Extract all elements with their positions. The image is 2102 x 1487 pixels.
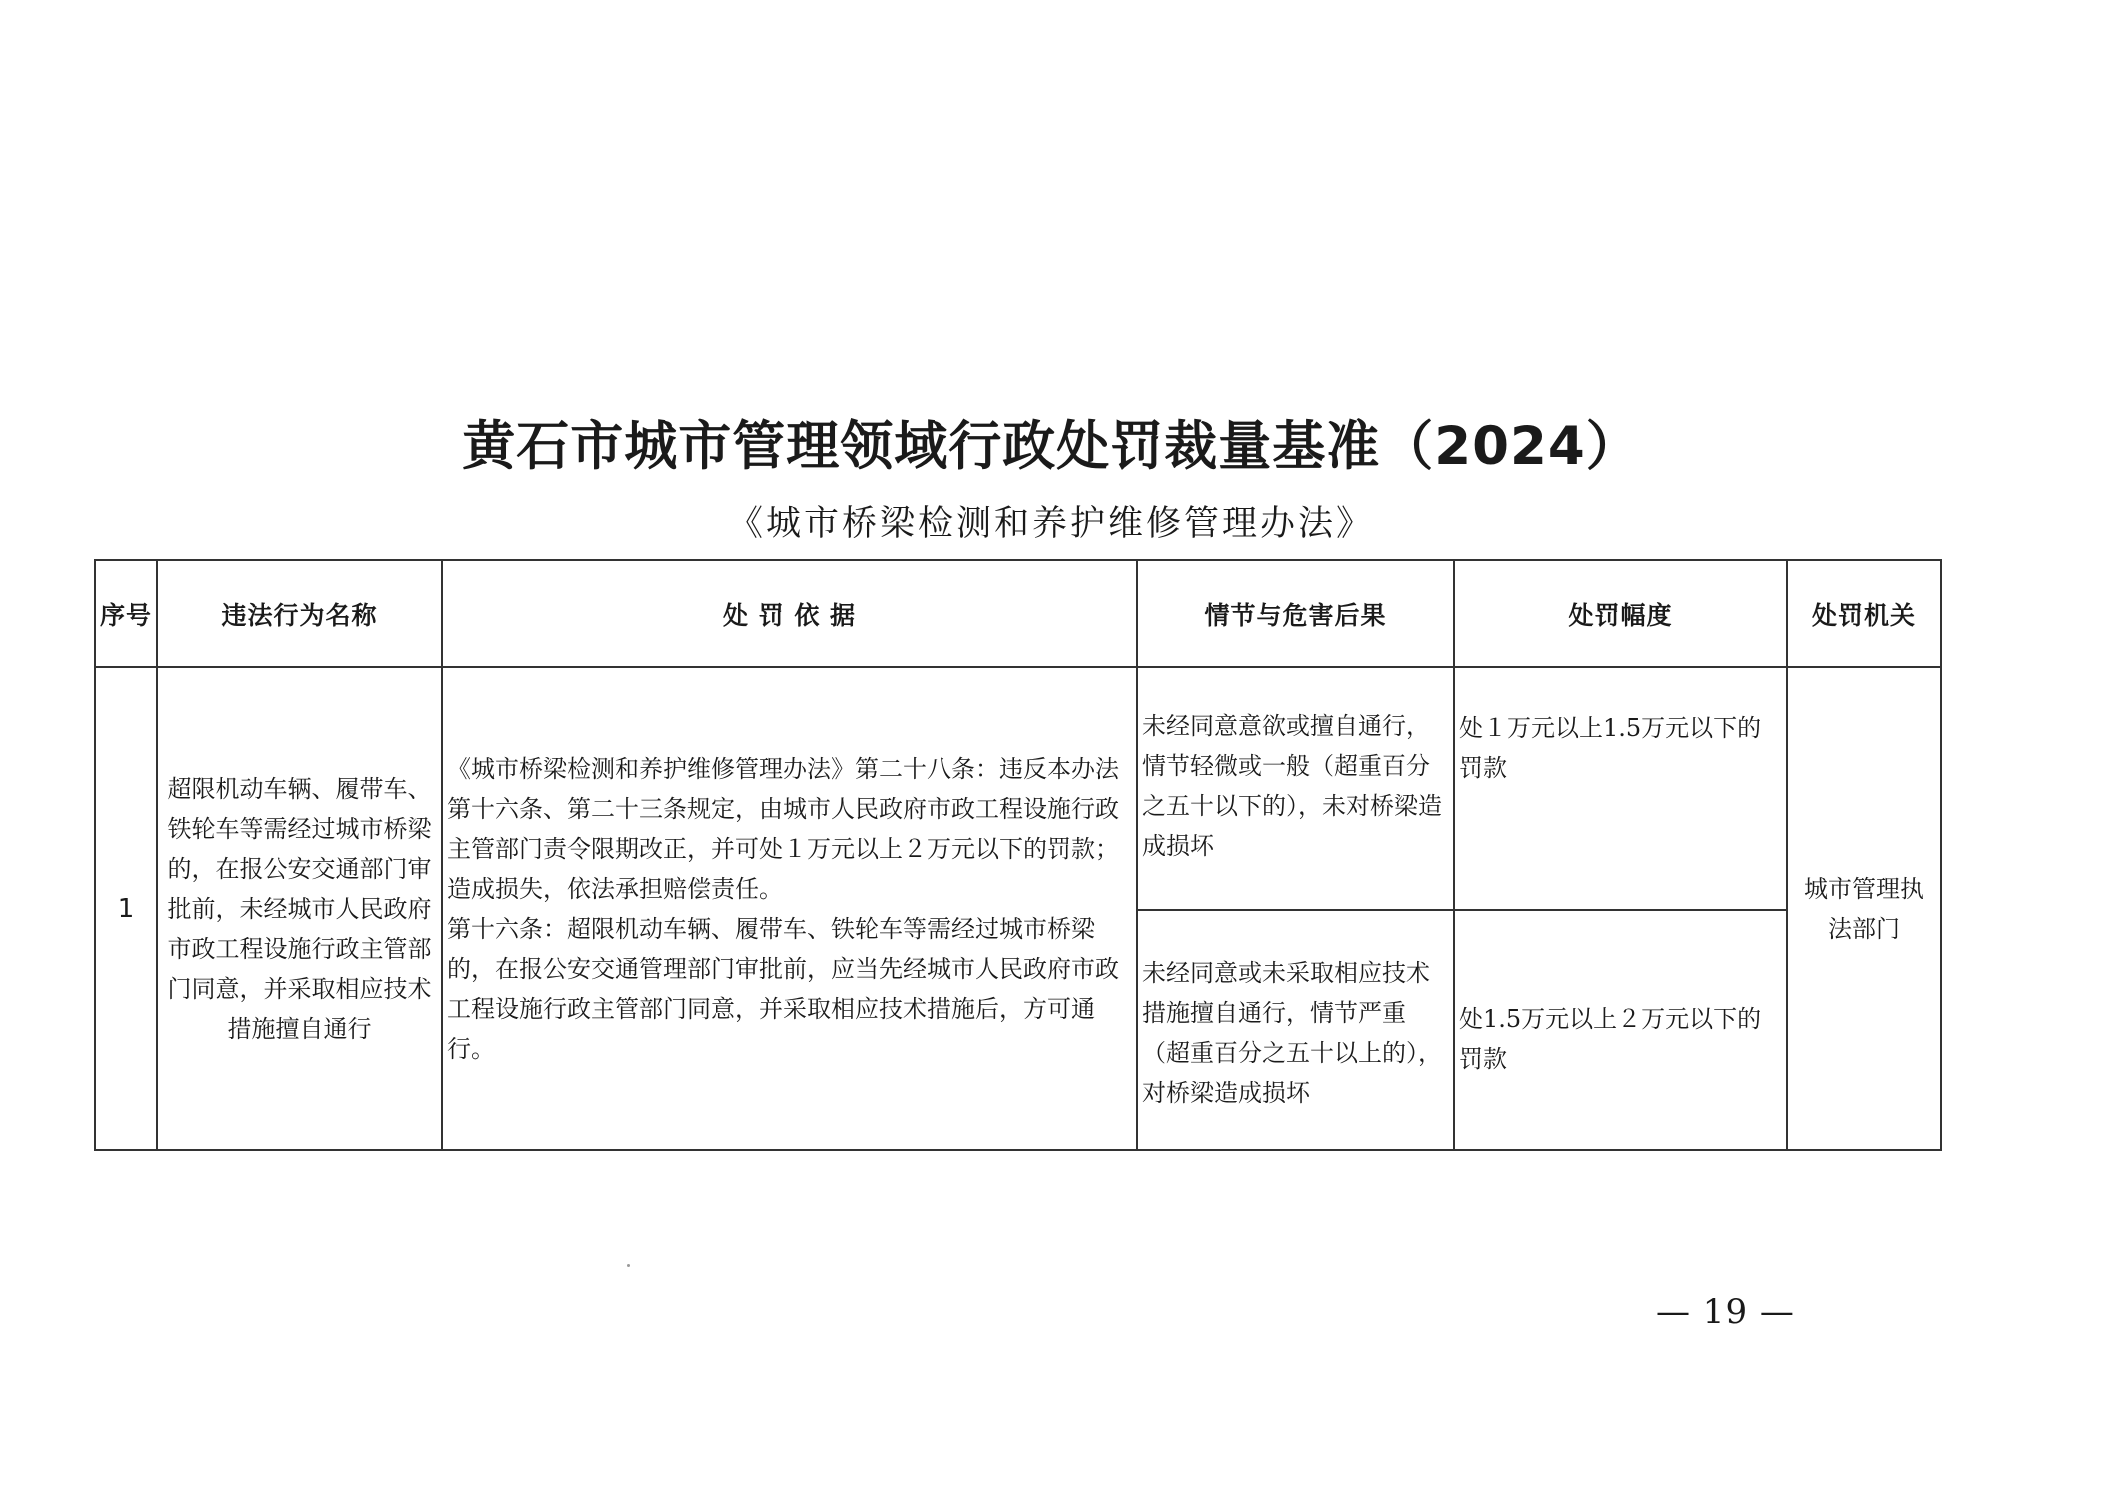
table-row — [95, 667, 1941, 910]
table-header-row — [95, 560, 1941, 667]
row-index: 1 — [95, 667, 157, 1150]
header-situation: 情节与危害后果 — [1137, 560, 1454, 667]
violation-name: 超限机动车辆、履带车、铁轮车等需经过城市桥梁的，在报公安交通部门审批前，未经城市人民政府市政工程设施行政主管部门同意，并采取相应技术措施擅自通行 — [157, 667, 442, 1150]
situation-level-2: 未经同意或未采取相应技术措施擅自通行，情节严重（超重百分之五十以上的），对桥梁造成损坏 — [1137, 910, 1454, 1150]
document-title: 黄石市城市管理领域行政处罚裁量基准（2024） — [462, 416, 1640, 477]
penalty-range-level-2: 处1.5万元以上２万元以下的罚款 — [1454, 910, 1787, 1150]
penalty-table — [94, 559, 1942, 1151]
basis-article-28: 《城市桥梁检测和养护维修管理办法》第二十八条：违反本办法第十六条、第二十三条规定，由城市人民政府市政工程设施行政主管部门责令限期改正，并可处１万元以上２万元以下的罚款；造成损失，依法承担赔偿责任。 — [447, 754, 1119, 903]
header-index: 序号 — [95, 560, 157, 667]
header-violation: 违法行为名称 — [157, 560, 442, 667]
penalty-basis — [442, 667, 1137, 1150]
header-basis: 处 罚 依 据 — [442, 560, 1137, 667]
table-header — [95, 560, 1941, 667]
document-subtitle: 《城市桥梁检测和养护维修管理办法》 — [727, 504, 1374, 544]
basis-article-16: 第十六条：超限机动车辆、履带车、铁轮车等需经过城市桥梁的，在报公安交通管理部门审批前，应当先经城市人民政府市政工程设施行政主管部门同意，并采取相应技术措施后，方可通行。 — [447, 914, 1119, 1063]
header-range: 处罚幅度 — [1454, 560, 1787, 667]
page-number: — 19 — — [1656, 1292, 1795, 1332]
table-body — [95, 667, 1941, 1150]
header-authority: 处罚机关 — [1787, 560, 1941, 667]
penalty-authority: 城市管理执法部门 — [1787, 667, 1941, 1150]
penalty-range-level-1: 处１万元以上1.5万元以下的罚款 — [1454, 667, 1787, 910]
scan-speck — [627, 1264, 630, 1267]
situation-level-1: 未经同意意欲或擅自通行，情节轻微或一般（超重百分之五十以下的），未对桥梁造成损坏 — [1137, 667, 1454, 910]
